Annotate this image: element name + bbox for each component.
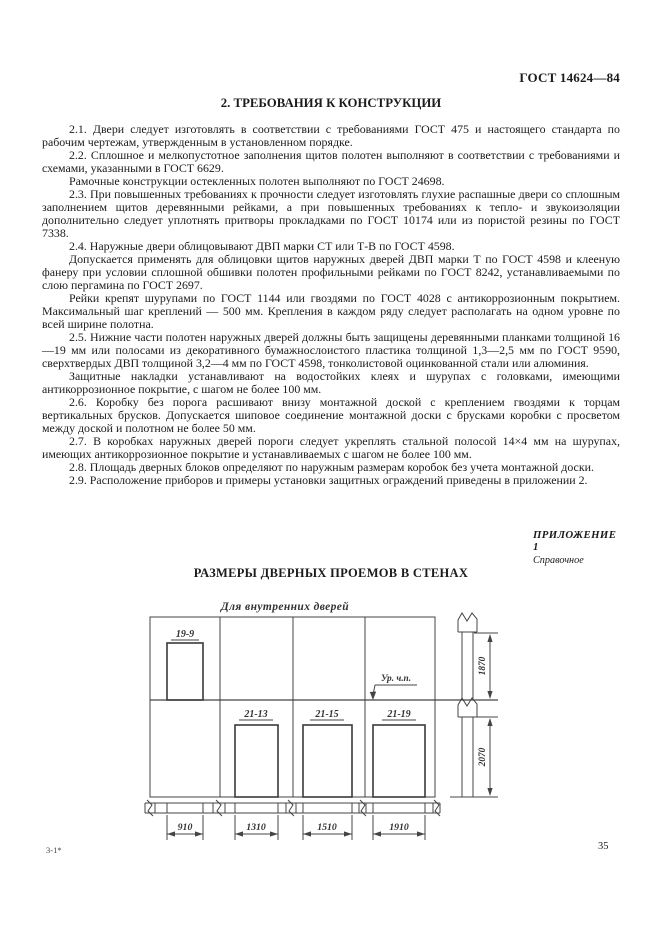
break-mark <box>147 800 153 816</box>
dim-910: 910 <box>177 822 193 833</box>
dim-height-1870: 1870 <box>478 656 488 676</box>
dim-height-2070: 2070 <box>478 747 488 767</box>
door-21-15-opening <box>303 725 352 797</box>
paragraph-2-6: 2.6. Коробку без порога расшивают внизу монтажной доской с креплением гвоздями к торцам вертикальных брусков. Допускается шиповое соединение монтажной доски с брусками коробки с просветом между доской и полотном не более 50 мм. <box>42 395 620 435</box>
dim-1910: 1910 <box>389 822 409 833</box>
floor-level-marker <box>370 674 417 700</box>
section-title: 2. ТРЕБОВАНИЯ К КОНСТРУКЦИИ <box>220 96 442 110</box>
door-21-19-opening <box>373 725 425 797</box>
paragraph-2-4: 2.4. Наружные двери облицовывают ДВП марки СТ или Т-В по ГОСТ 4598. <box>69 239 455 253</box>
paragraph-2-9: 2.9. Расположение приборов и примеры установки защитных ограждений приведены в приложении 2. <box>69 473 588 487</box>
paragraph-2-2-cont: Рамочные конструкции остекленных полотен выполняют по ГОСТ 24698. <box>69 174 445 188</box>
appendix-type: Справочное <box>533 555 584 566</box>
door-19-9-label: 19-9 <box>175 629 195 640</box>
paragraph-2-1: 2.1. Двери следует изготовлять в соответствии с требованиями ГОСТ 475 и настоящего стандарта по рабочим чертежам, утвержденным в установленном порядке. <box>42 122 620 149</box>
door-21-13-opening <box>235 725 278 797</box>
diagram-caption: Для внутренних дверей <box>220 601 350 613</box>
paragraph-2-2: 2.2. Сплошное и мелкопустотное заполнения щитов полотен выполняют в соответствии с требованиями и схемами, указанными в ГОСТ 6629. <box>42 148 620 175</box>
break-mark <box>360 800 366 816</box>
door-21-19-label: 21-19 <box>387 709 411 720</box>
dim-1510: 1510 <box>317 822 337 833</box>
page-number: 35 <box>598 841 609 852</box>
footer-signature: 3-1* <box>46 845 62 855</box>
plan-strip <box>145 800 440 816</box>
door-21-13-label: 21-13 <box>244 709 268 720</box>
dim-1310: 1310 <box>246 822 266 833</box>
wall-outline <box>150 617 498 797</box>
width-dimensions <box>167 815 425 840</box>
paragraph-2-8: 2.8. Площадь дверных блоков определяют по наружным размерам коробок без учета монтажной доски. <box>69 460 594 474</box>
break-mark <box>434 800 440 816</box>
door-21-15-label: 21-15 <box>315 709 339 720</box>
paragraph-2-5: 2.5. Нижние части полотен наружных дверей должны быть защищены деревянными планками толщиной 16—19 мм или полосами из декоративного бумажнослоистого пластика толщиной 1,3—2,5 мм по ГОСТ 9590, сверхтвердых ДВП толщиной 3,2—4 мм по ГОСТ 4598, тонколистовой оцинкованной стали или алюминия. <box>42 330 620 370</box>
appendix-label: ПРИЛОЖЕНИЕ 1 <box>533 529 617 553</box>
door-openings-diagram <box>105 597 625 847</box>
section-view-lower <box>458 698 498 797</box>
break-mark <box>216 800 222 816</box>
appendix-block <box>533 529 625 567</box>
document-number: ГОСТ 14624—84 <box>519 70 620 85</box>
paragraph-2-4-cont2: Рейки крепят шурупами по ГОСТ 1144 или гвоздями по ГОСТ 4028 с антикоррозионным покрытием. Максимальный шаг креплений — 500 мм. Крепления в каждом ряду следует располагать на одном уровне по всей ширине полотна. <box>42 291 620 331</box>
section-view-upper <box>458 613 498 700</box>
paragraph-2-7: 2.7. В коробках наружных дверей пороги следует укреплять стальной полосой 14×4 мм на шурупах, имеющих антикоррозионное покрытие и устанавливаемых с шагом не более 100 мм. <box>42 434 620 461</box>
door-19-9-opening <box>167 643 203 700</box>
body-text <box>42 123 620 487</box>
floor-level-label: Ур. ч.п. <box>380 674 412 684</box>
break-mark <box>288 800 294 816</box>
paragraph-2-4-cont1: Допускается применять для облицовки щитов наружных дверей ДВП марки Т по ГОСТ 4598 и клееную фанеру при условии сплошной обшивки полотен профильными рейками по ГОСТ 8242, устанавливаемыми по слою пергамина по ГОСТ 2697. <box>42 252 620 292</box>
figure-title: РАЗМЕРЫ ДВЕРНЫХ ПРОЕМОВ В СТЕНАХ <box>193 566 469 580</box>
paragraph-2-5-cont: Защитные накладки устанавливают на водостойких клеях и шурупах с головками, имеющими антикоррозионное покрытие, с шагом не более 100 мм. <box>42 369 620 396</box>
paragraph-2-3: 2.3. При повышенных требованиях к прочности следует изготовлять глухие распашные двери со сплошным заполнением щитов деревянными рейками, а при повышенных требованиях к тепло- и звукоизоляции дополнительно следует уплотнять притворы прокладками по ГОСТ 10174 или из пористой резины по ГОСТ 7338. <box>42 187 620 240</box>
